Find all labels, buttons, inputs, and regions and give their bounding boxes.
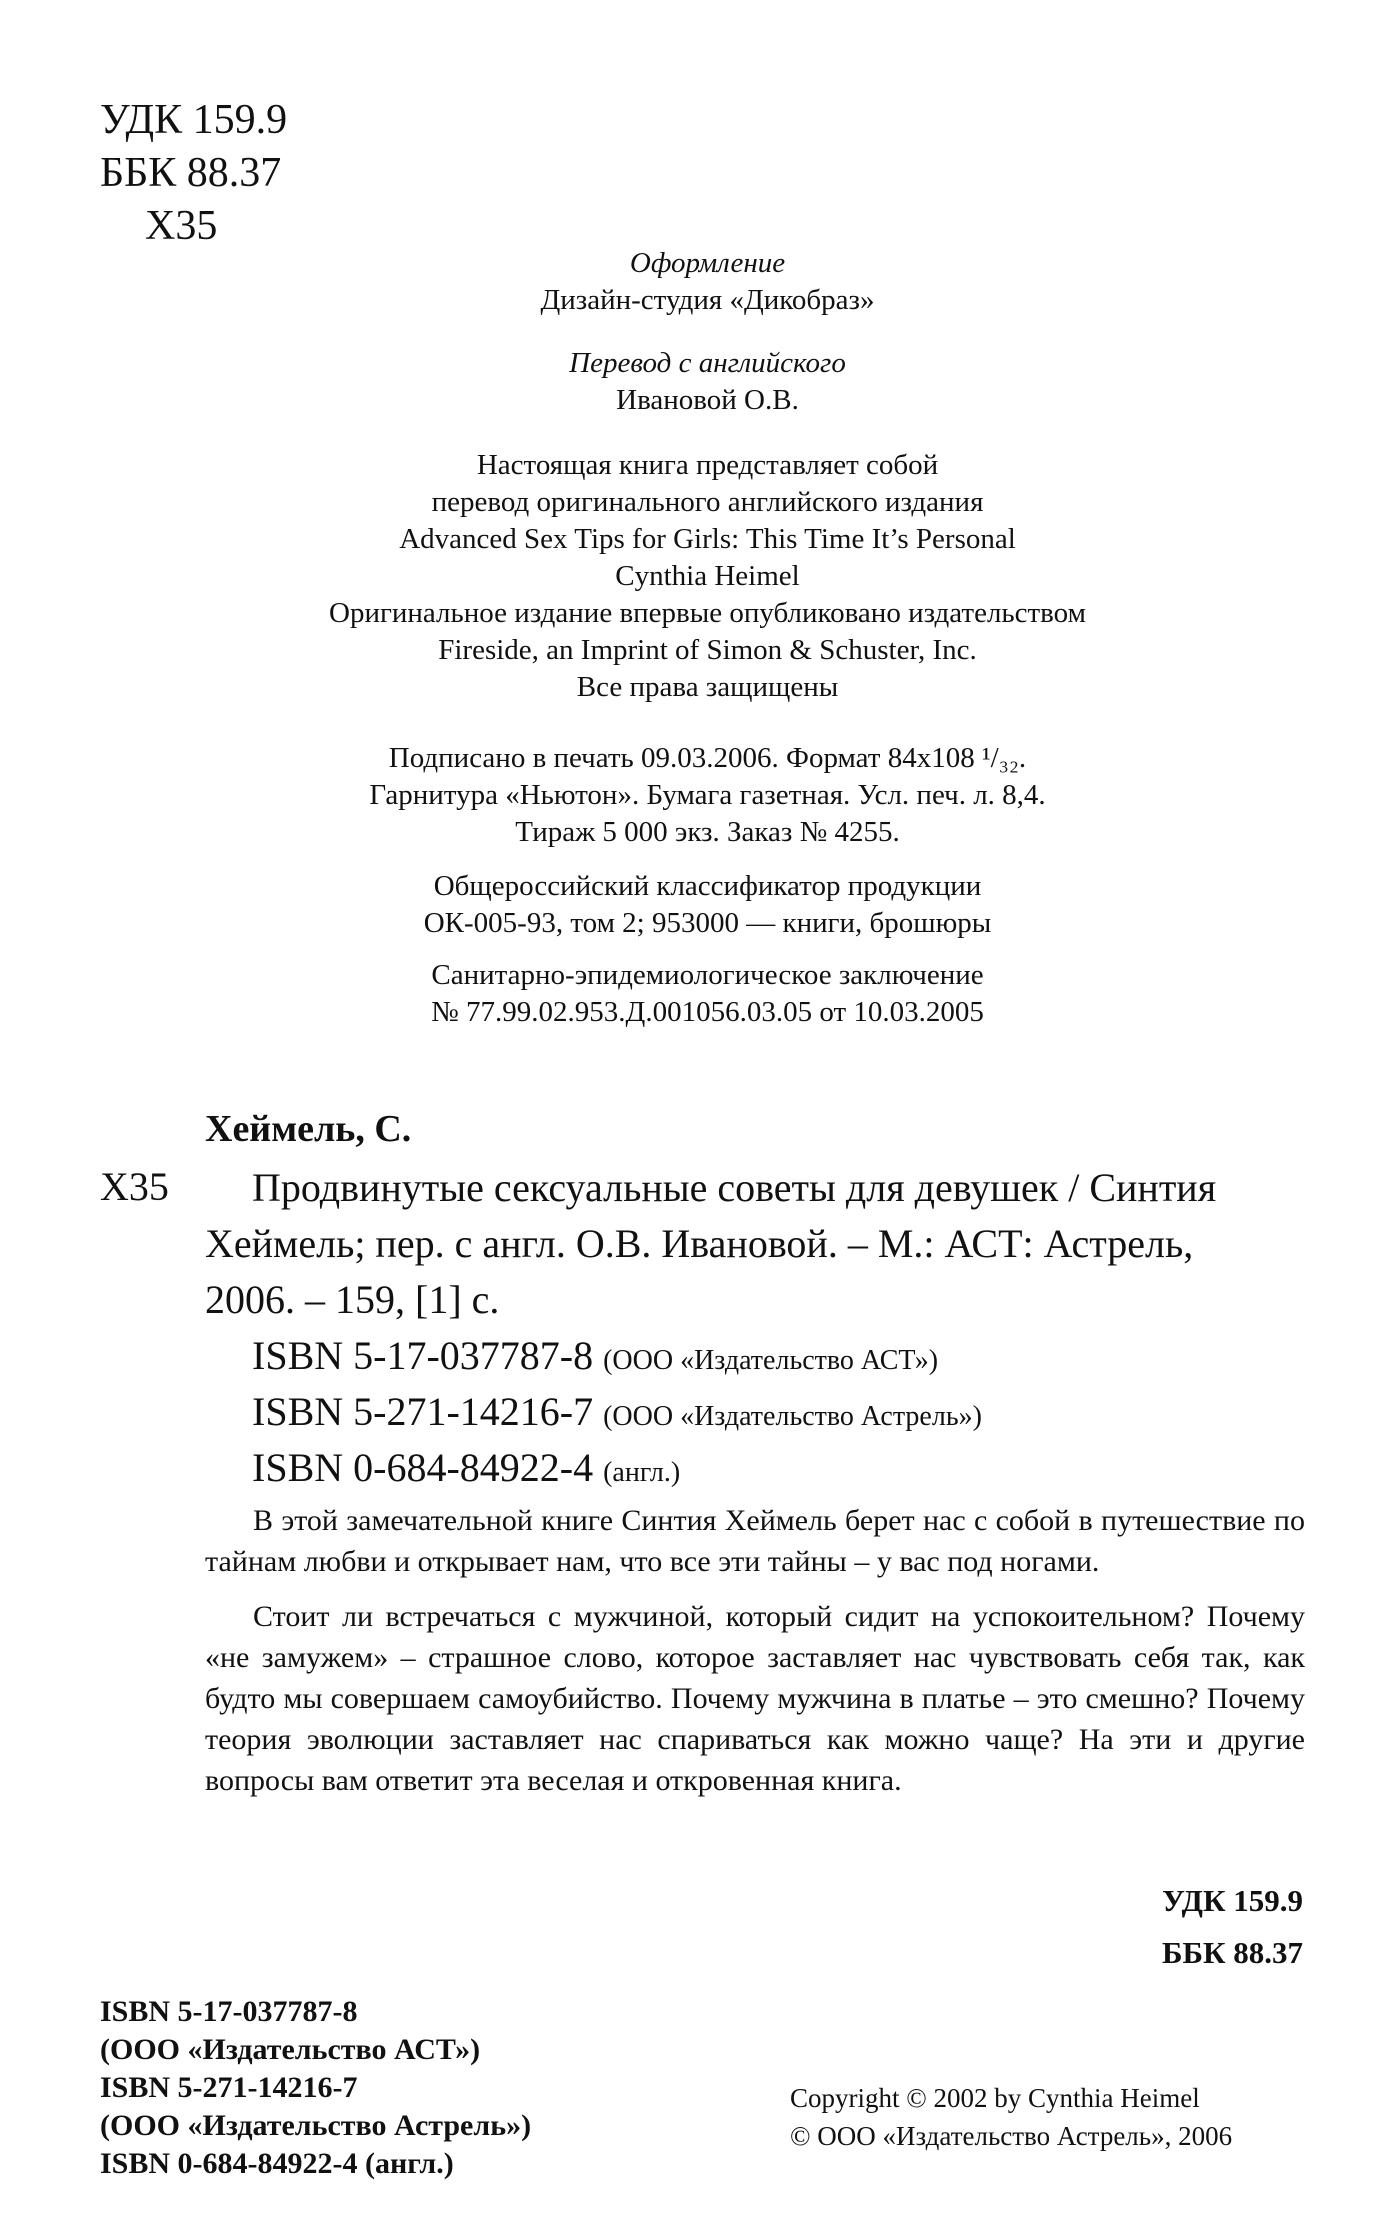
footer-udk: УДК 159.9 <box>1162 1883 1303 1918</box>
print-info-line: Гарнитура «Ньютон». Бумага газетная. Усл. печ. л. 8,4. <box>369 779 1046 811</box>
isbn-note: (ООО «Издательство АСТ») <box>603 1345 939 1376</box>
copyright-block <box>790 2079 1232 2155</box>
rights-reserved: Все права защищены <box>576 671 839 703</box>
translation-label: Перевод с английского <box>569 347 846 379</box>
original-edition-info <box>0 447 1383 706</box>
annotation-paragraph: В этой замечательной книге Синтия Хеймель берет нас с собой в путешествие по тайнам любви и открывает нам, что все эти тайны – у вас под ногами. <box>205 1504 1305 1578</box>
translation-value: Ивановой О.В. <box>616 384 799 416</box>
original-title: Advanced Sex Tips for Girls: This Time It’s Personal <box>399 523 1016 555</box>
footer-isbn-block <box>100 1993 531 2183</box>
udk-code: УДК 159.9 <box>100 97 288 143</box>
bib-title-line: 2006. – 159, [1] с. <box>205 1277 500 1322</box>
bib-isbn <box>252 1328 938 1389</box>
footer-isbn-line: ISBN 5-17-037787-8 <box>100 1995 358 2028</box>
print-info <box>0 740 1383 851</box>
original-publisher: Fireside, an Imprint of Simon & Schuster, Inc. <box>438 634 977 666</box>
footer-isbn-line: (ООО «Издательство АСТ») <box>100 2033 481 2066</box>
design-value: Дизайн-студия «Дикобраз» <box>540 284 875 316</box>
design-credit <box>0 245 1383 319</box>
bib-isbn <box>252 1440 680 1501</box>
copyright-line: © ООО «Издательство Астрель», 2006 <box>790 2121 1233 2151</box>
copyright-line: Copyright © 2002 by Cynthia Heimel <box>790 2083 1200 2113</box>
design-label: Оформление <box>629 247 786 279</box>
isbn-note: (ООО «Издательство Астрель») <box>603 1401 982 1432</box>
original-info-line: перевод оригинального английского издания <box>431 486 984 518</box>
isbn-note: (англ.) <box>603 1457 681 1488</box>
footer-isbn-line: (ООО «Издательство Астрель») <box>100 2109 532 2142</box>
print-info-line: Тираж 5 000 экз. Заказ № 4255. <box>515 816 900 848</box>
sanitary-line: № 77.99.02.953.Д.001056.03.05 от 10.03.2005 <box>431 996 984 1028</box>
original-author: Cynthia Heimel <box>615 560 800 592</box>
bib-author: Хеймель, С. <box>205 1108 412 1150</box>
translation-credit <box>0 345 1383 419</box>
sanitary-line: Санитарно-эпидемиологическое заключение <box>431 959 984 991</box>
isbn-number: ISBN 0-684-84922-4 <box>252 1445 594 1490</box>
isbn-number: ISBN 5-271-14216-7 <box>252 1389 594 1434</box>
author-mark: Х35 <box>145 203 218 249</box>
bbk-code: ББК 88.37 <box>100 150 282 196</box>
bib-title-line: Хеймель; пер. с англ. О.В. Ивановой. – М.: АСТ: Астрель, <box>205 1221 1194 1266</box>
sanitary-conclusion <box>0 957 1383 1031</box>
classifier-line: ОК-005-93, том 2; 953000 — книги, брошюры <box>423 907 992 939</box>
annotation <box>205 1500 1305 1801</box>
footer-isbn-line: ISBN 0-684-84922-4 (англ.) <box>100 2147 454 2180</box>
classifier-line: Общероссийский классификатор продукции <box>433 870 982 902</box>
original-info-line: Настоящая книга представляет собой <box>476 449 939 481</box>
footer-isbn-line: ISBN 5-271-14216-7 <box>100 2071 358 2104</box>
bib-mark: Х35 <box>100 1164 169 1209</box>
bib-isbn <box>252 1384 982 1445</box>
bib-title-line: Продвинутые сексуальные советы для девушек / Синтия <box>252 1165 1217 1210</box>
print-info-line: Подписано в печать 09.03.2006. Формат 84х108 ¹/₃₂. <box>388 742 1027 774</box>
footer-bbk: ББК 88.37 <box>1162 1935 1303 1970</box>
annotation-paragraph: Стоит ли встречаться с мужчиной, который сидит на успокоительном? Почему «не замужем» – страшное слово, которое заставляет нас чувствовать себя так, как будто мы совершаем самоубийство. Почему мужчина в платье – это смешно? Почему теория эволюции заставляет нас спариваться как можно чаще? На эти и другие вопросы вам ответит эта веселая и откровенная книга. <box>205 1600 1305 1797</box>
original-info-line: Оригинальное издание впервые опубликовано издательством <box>329 597 1086 629</box>
isbn-number: ISBN 5-17-037787-8 <box>252 1333 594 1378</box>
product-classifier <box>0 868 1383 942</box>
